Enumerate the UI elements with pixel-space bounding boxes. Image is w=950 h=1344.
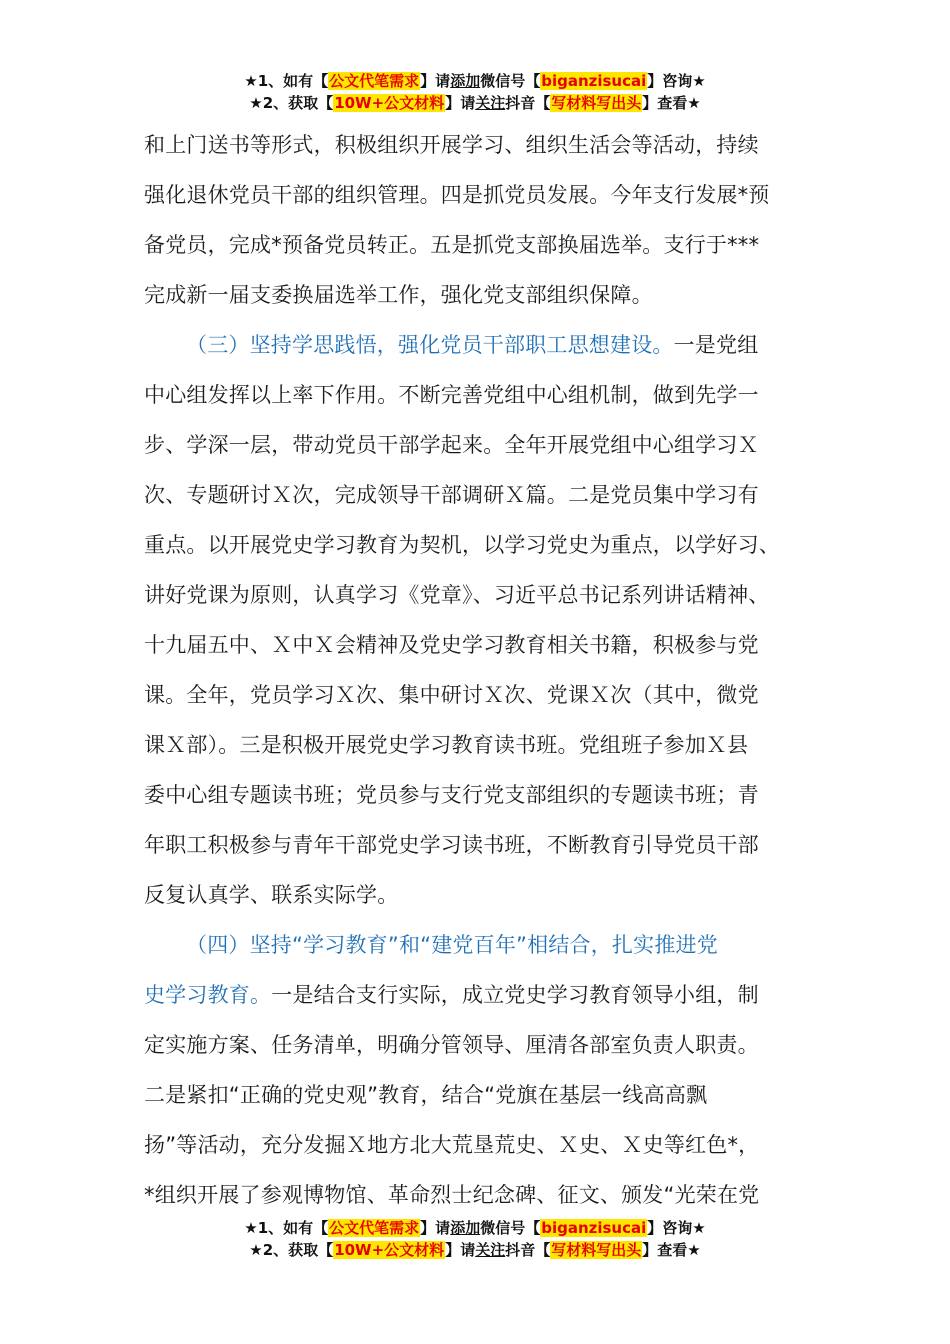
body-line: 史学习教育。一是结合支行实际，成立党史学习教育领导小组，制 (144, 983, 759, 1007)
underlined-text: 关注 (475, 94, 506, 112)
banner-line-1: ★1、如有【公文代笔需求】请添加微信号【biganzisucai】咨询★ (244, 1219, 706, 1237)
body-line: 步、学深一层，带动党员干部学起来。全年开展党组中心组学习Ｘ (144, 433, 759, 457)
header-banner (0, 70, 950, 114)
section-heading-text: （三）坚持学思践悟，强化党员干部职工思想建设。 (186, 333, 674, 357)
douyin-id-highlight: 写材料写出头 (551, 94, 642, 112)
body-line: *组织开展了参观博物馆、革命烈士纪念碑、征文、颁发“光荣在党 (144, 1183, 760, 1207)
body-line: 中心组发挥以上率下作用。不断完善党组中心组机制，做到先学一 (144, 383, 759, 407)
body-line: 定实施方案、任务清单，明确分管领导、厘清各部室负责人职责。 (144, 1033, 759, 1057)
highlight-text: 公文代笔需求 (329, 72, 420, 90)
body-line: 反复认真学、联系实际学。 (144, 883, 399, 907)
highlight-text: 10W+公文材料 (334, 94, 445, 112)
body-line: 次、专题研讨Ｘ次，完成领导干部调研Ｘ篇。二是党员集中学习有 (144, 483, 759, 507)
underlined-text: 关注 (475, 1241, 506, 1259)
body-line: 委中心组专题读书班；党员参与支行党支部组织的专题读书班；青 (144, 783, 759, 807)
star-icon: ★ (244, 72, 258, 90)
body-line: 重点。以开展党史学习教育为契机，以学习党史为重点，以学好习、 (144, 533, 780, 557)
body-line: 强化退休党员干部的组织管理。四是抓党员发展。今年支行发展*预 (144, 183, 770, 207)
body-line: 课。全年，党员学习Ｘ次、集中研讨Ｘ次、党课Ｘ次（其中，微党 (144, 683, 759, 707)
document-body (144, 120, 812, 1220)
banner-line-2: ★2、获取【10W+公文材料】请关注抖音【写材料写出头】查看★ (249, 1241, 701, 1259)
body-line: 二是紧扣“正确的党史观”教育，结合“党旗在基层一线高高飘 (144, 1083, 708, 1107)
body-line: 讲好党课为原则，认真学习《党章》、习近平总书记系列讲话精神、 (144, 583, 770, 607)
section-heading-4: （四）坚持“学习教育”和“建党百年”相结合，扎实推进党 (186, 933, 718, 957)
douyin-id-highlight: 写材料写出头 (551, 1241, 642, 1259)
section-heading-text: 史学习教育。 (144, 983, 272, 1007)
body-line: 课Ｘ部）。三是积极开展党史学习教育读书班。党组班子参加Ｘ县 (144, 733, 749, 757)
body-line: 和上门送书等形式，积极组织开展学习、组织生活会等活动，持续 (144, 133, 759, 157)
body-line: 备党员，完成*预备党员转正。五是抓党支部换届选举。支行于*** (144, 233, 760, 257)
underlined-text: 添加 (450, 72, 481, 90)
star-icon: ★ (249, 1241, 263, 1259)
underlined-text: 添加 (450, 1219, 481, 1237)
wechat-id-highlight: biganzisucai (541, 72, 647, 90)
highlight-text: 公文代笔需求 (329, 1219, 420, 1237)
section-heading-3: （三）坚持学思践悟，强化党员干部职工思想建设。一是党组 (186, 333, 759, 357)
banner-line-2: ★2、获取【10W+公文材料】请关注抖音【写材料写出头】查看★ (249, 94, 701, 112)
highlight-text: 10W+公文材料 (334, 1241, 445, 1259)
body-line: 完成新一届支委换届选举工作，强化党支部组织保障。 (144, 283, 653, 307)
banner-line-1: ★1、如有【公文代笔需求】请添加微信号【biganzisucai】咨询★ (244, 72, 706, 90)
star-icon: ★ (244, 1219, 258, 1237)
body-line: 年职工积极参与青年干部党史学习读书班，不断教育引导党员干部 (144, 833, 759, 857)
star-icon: ★ (249, 94, 263, 112)
footer-banner (0, 1217, 950, 1261)
wechat-id-highlight: biganzisucai (541, 1219, 647, 1237)
body-line: 扬”等活动，充分发掘Ｘ地方北大荒垦荒史、Ｘ史、Ｘ史等红色*， (144, 1133, 760, 1157)
body-line: 十九届五中、Ｘ中Ｘ会精神及党史学习教育相关书籍，积极参与党 (144, 633, 759, 657)
